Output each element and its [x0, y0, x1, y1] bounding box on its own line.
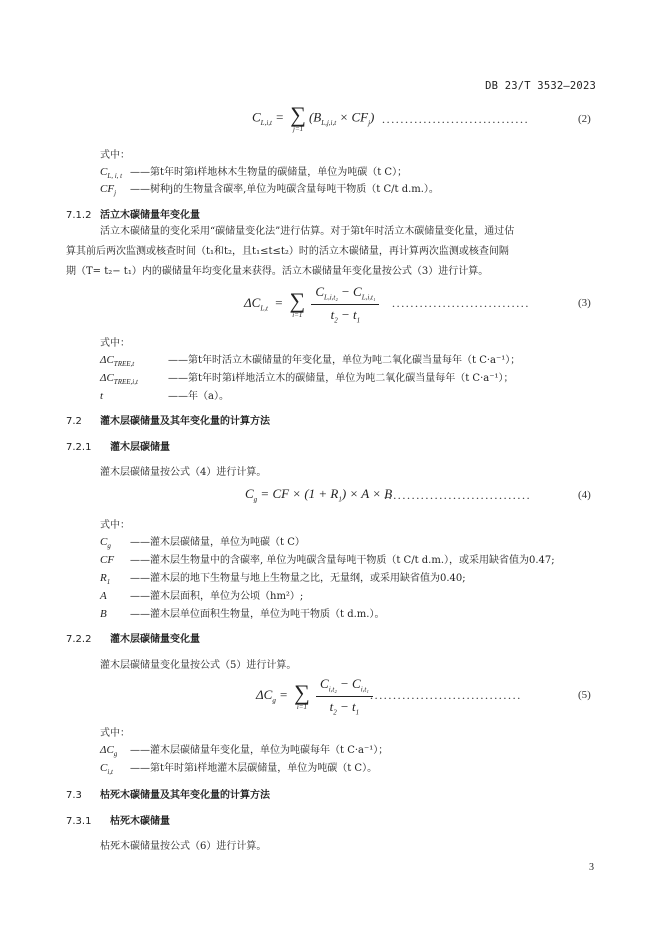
leader-dots: .................................	[370, 688, 522, 702]
equation-2: $C_{L,i,t}$ = ∑ j=1 $(B_{L,j,i,t} \times CF_j)$	[252, 102, 375, 133]
section-heading: 7.2 灌木层碳储量及其年变化量的计算方法	[66, 416, 270, 427]
paragraph: 枯死木碳储量按公式（6）进行计算。	[100, 841, 267, 852]
section-heading: 7.3 枯死木碳储量及其年变化量的计算方法	[66, 790, 270, 801]
definition-row: $C_{L, i, t}$ ——第t年时第i样地林木生物量的碳储量，单位为吨碳（t C）；	[100, 166, 408, 181]
equation-4: $C_g$ = CF × $(1 + R_1) \times A \times B$	[245, 486, 393, 504]
definition-row: $\Delta C_{TREE,t}$ ——第t年时活立木碳储量的年变化量，单位为吨二氧化碳当量每年（t C·a⁻¹）；	[100, 354, 521, 369]
definition-row: $R_1$ ——灌木层的地下生物量与地上生物量之比，无量纲，或采用缺省值为0.40;	[100, 572, 466, 587]
equation-number: (2)	[578, 113, 591, 125]
paragraph: 灌木层碳储量按公式（4）进行计算。	[100, 467, 267, 478]
definition-row: $C_{i,t}$ ——第t年时第i样地灌木层碳储量，单位为吨碳（t C）。	[100, 762, 378, 777]
definition-row: $CF_j$ ——树种j的生物量含碳率,单位为吨碳含量每吨干物质（t C/t d.m.）。	[100, 183, 439, 198]
equation-number: (3)	[578, 297, 591, 309]
definition-row: t ——年（a）。	[100, 390, 229, 402]
section-heading: 7.3.1 枯死木碳储量	[66, 816, 170, 827]
definition-row: B ——灌木层单位面积生物量，单位为吨干物质（t d.m.）。	[100, 608, 385, 620]
section-heading: 7.2.1 灌木层碳储量	[66, 442, 170, 453]
section-heading: 7.1.2 活立木碳储量年变化量	[66, 210, 200, 221]
definition-row: CF ——灌木层生物量中的含碳率, 单位为吨碳含量每吨干物质（t C/t d.m.），或采用缺省值为0.47;	[100, 554, 555, 566]
paragraph: 灌木层碳储量变化量按公式（5）进行计算。	[100, 660, 297, 671]
definition-row: A ——灌木层面积，单位为公顷（hm²）;	[100, 590, 304, 602]
definition-row: $\Delta C_g$ ——灌木层碳储量年变化量，单位为吨碳每年（t C·a⁻¹）；	[100, 744, 389, 759]
doc-code-header: DB 23/T 3532—2023	[485, 80, 596, 92]
equation-3: $\Delta C_{L,t}$ = ∑ i=1 $\frac{C_{L,i,t_2} - C_{L,i,t_1}}{t_2 - t_1}$	[244, 284, 379, 324]
definition-row: $C_g$ ——灌木层碳储量，单位为吨碳（t C）	[100, 536, 305, 551]
where-label: 式中：	[100, 520, 130, 531]
leader-dots: ................................	[382, 112, 530, 126]
leader-dots: ..............................	[392, 296, 530, 310]
where-label: 式中：	[100, 150, 130, 161]
paragraph: 活立木碳储量的变化采用“碳储量变化法”进行估算。对于第t年时活立木碳储量变化量，通过估 算其前后两次监测或核查时间（t₁和t₂，且t₁≤t≤t₂）时的活立木碳储量，再计算两次监测或核查间隔 期（T= t₂− t₁）内的碳储量年均变化量来获得。活立木碳储量年变化量按公式（3）进行计算。	[66, 226, 515, 277]
definition-row: $\Delta C_{TREE,i,t}$ ——第t年时第i样地活立木的碳储量，单位为吨二氧化碳当量每年（t C·a⁻¹）；	[100, 372, 514, 387]
leader-dots: ................................	[384, 488, 532, 502]
where-label: 式中：	[100, 338, 130, 349]
equation-number: (4)	[578, 489, 591, 501]
equation-number: (5)	[578, 689, 591, 701]
section-heading: 7.2.2 灌木层碳储量变化量	[66, 634, 200, 645]
page-number: 3	[589, 862, 594, 873]
where-label: 式中：	[100, 728, 130, 739]
equation-5: $\Delta C_g$ = ∑ i=1 $\frac{C_{i,t_2} - C_{i,t_1}}{t_2 - t_1}$	[256, 676, 373, 716]
